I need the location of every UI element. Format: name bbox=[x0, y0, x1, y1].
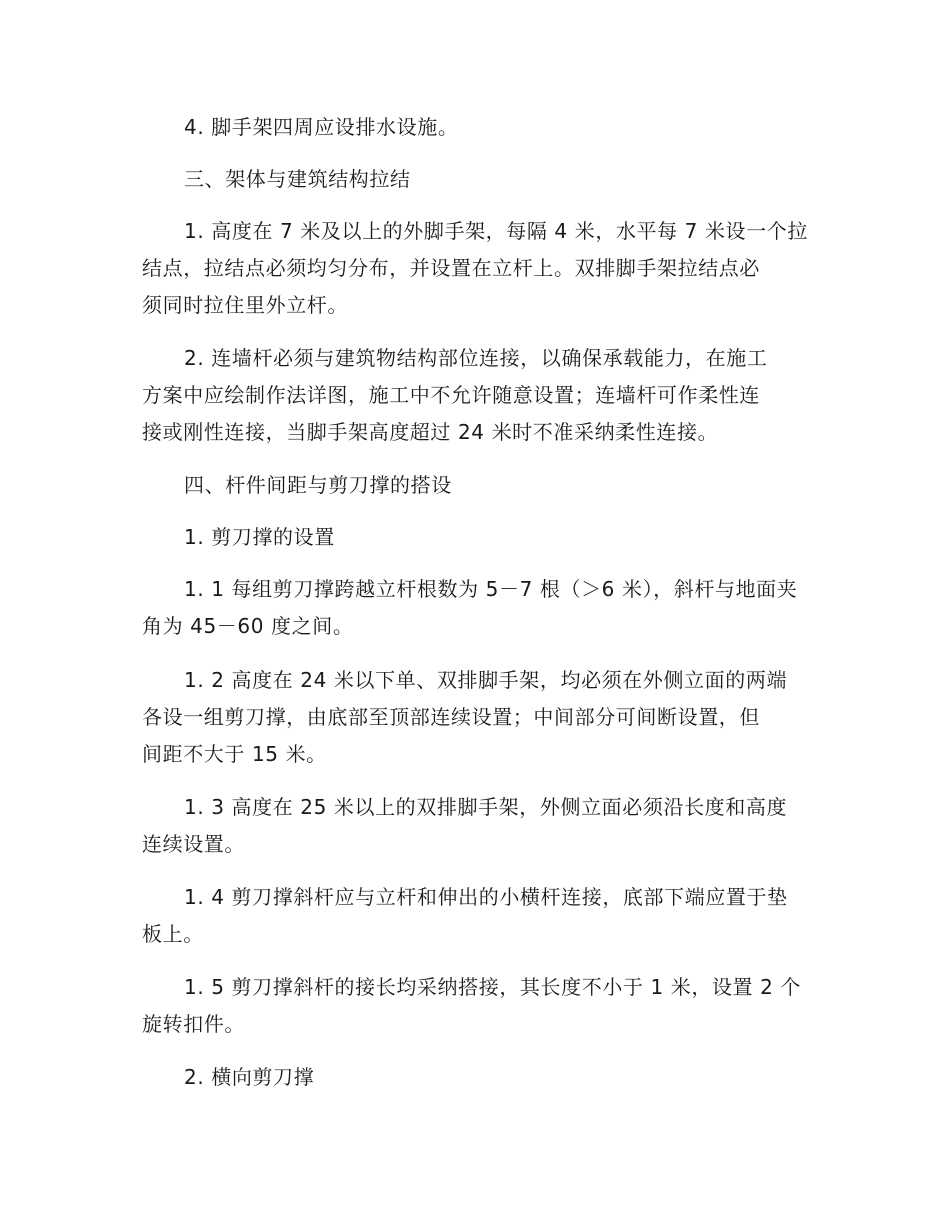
paragraph-1-4 bbox=[142, 879, 812, 953]
text-line: 1. 1 每组剪刀撑跨越立杆根数为 5－7 根（＞6 米），斜杆与地面夹 bbox=[184, 577, 798, 601]
text-line: 板上。 bbox=[142, 922, 204, 946]
paragraph-wall-ties bbox=[142, 340, 812, 451]
paragraph-1-5 bbox=[142, 969, 812, 1043]
text-line: 接或刚性连接，当脚手架高度超过 24 米时不准采纳柔性连接。 bbox=[142, 420, 719, 444]
text-line: 各设一组剪刀撑，由底部至顶部连续设置；中间部分可间断设置，但 bbox=[142, 705, 760, 729]
text-line: 方案中应绘制作法详图，施工中不允许随意设置；连墙杆可作柔性连 bbox=[142, 383, 760, 407]
text-line: 1. 高度在 7 米及以上的外脚手架，每隔 4 米，水平每 7 米设一个拉 bbox=[184, 219, 808, 243]
text-line: 4. 脚手架四周应设排水设施。 bbox=[184, 115, 459, 139]
section-heading-4 bbox=[142, 467, 812, 504]
paragraph-1-3 bbox=[142, 789, 812, 863]
text-line: 2. 横向剪刀撑 bbox=[184, 1065, 315, 1089]
paragraph-tie-points bbox=[142, 213, 812, 324]
paragraph-1-1 bbox=[142, 571, 812, 645]
text-line: 旋转扣件。 bbox=[142, 1012, 245, 1036]
text-line: 1. 4 剪刀撑斜杆应与立杆和伸出的小横杆连接，底部下端应置于垫 bbox=[184, 885, 788, 909]
text-line: 四、杆件间距与剪刀撑的搭设 bbox=[184, 473, 452, 497]
text-line: 1. 5 剪刀撑斜杆的接长均采纳搭接，其长度不小于 1 米，设置 2 个 bbox=[184, 975, 801, 999]
section-heading-3 bbox=[142, 161, 812, 198]
subheading-transverse-bracing bbox=[142, 1059, 812, 1096]
text-line: 三、架体与建筑结构拉结 bbox=[184, 167, 411, 191]
text-line: 须同时拉住里外立杆。 bbox=[142, 293, 348, 317]
subheading-bracing-setup bbox=[142, 519, 812, 556]
text-line: 连续设置。 bbox=[142, 832, 245, 856]
text-line: 结点，拉结点必须均匀分布，并设置在立杆上。双排脚手架拉结点必 bbox=[142, 256, 760, 280]
text-line: 间距不大于 15 米。 bbox=[142, 742, 327, 766]
text-line: 1. 剪刀撑的设置 bbox=[184, 525, 335, 549]
text-line: 1. 2 高度在 24 米以下单、双排脚手架，均必须在外侧立面的两端 bbox=[184, 668, 788, 692]
text-line: 1. 3 高度在 25 米以上的双排脚手架，外侧立面必须沿长度和高度 bbox=[184, 795, 788, 819]
paragraph-drainage bbox=[142, 109, 812, 146]
text-line: 角为 45－60 度之间。 bbox=[142, 614, 354, 638]
text-line: 2. 连墙杆必须与建筑物结构部位连接，以确保承载能力，在施工 bbox=[184, 346, 768, 370]
paragraph-1-2 bbox=[142, 662, 812, 773]
